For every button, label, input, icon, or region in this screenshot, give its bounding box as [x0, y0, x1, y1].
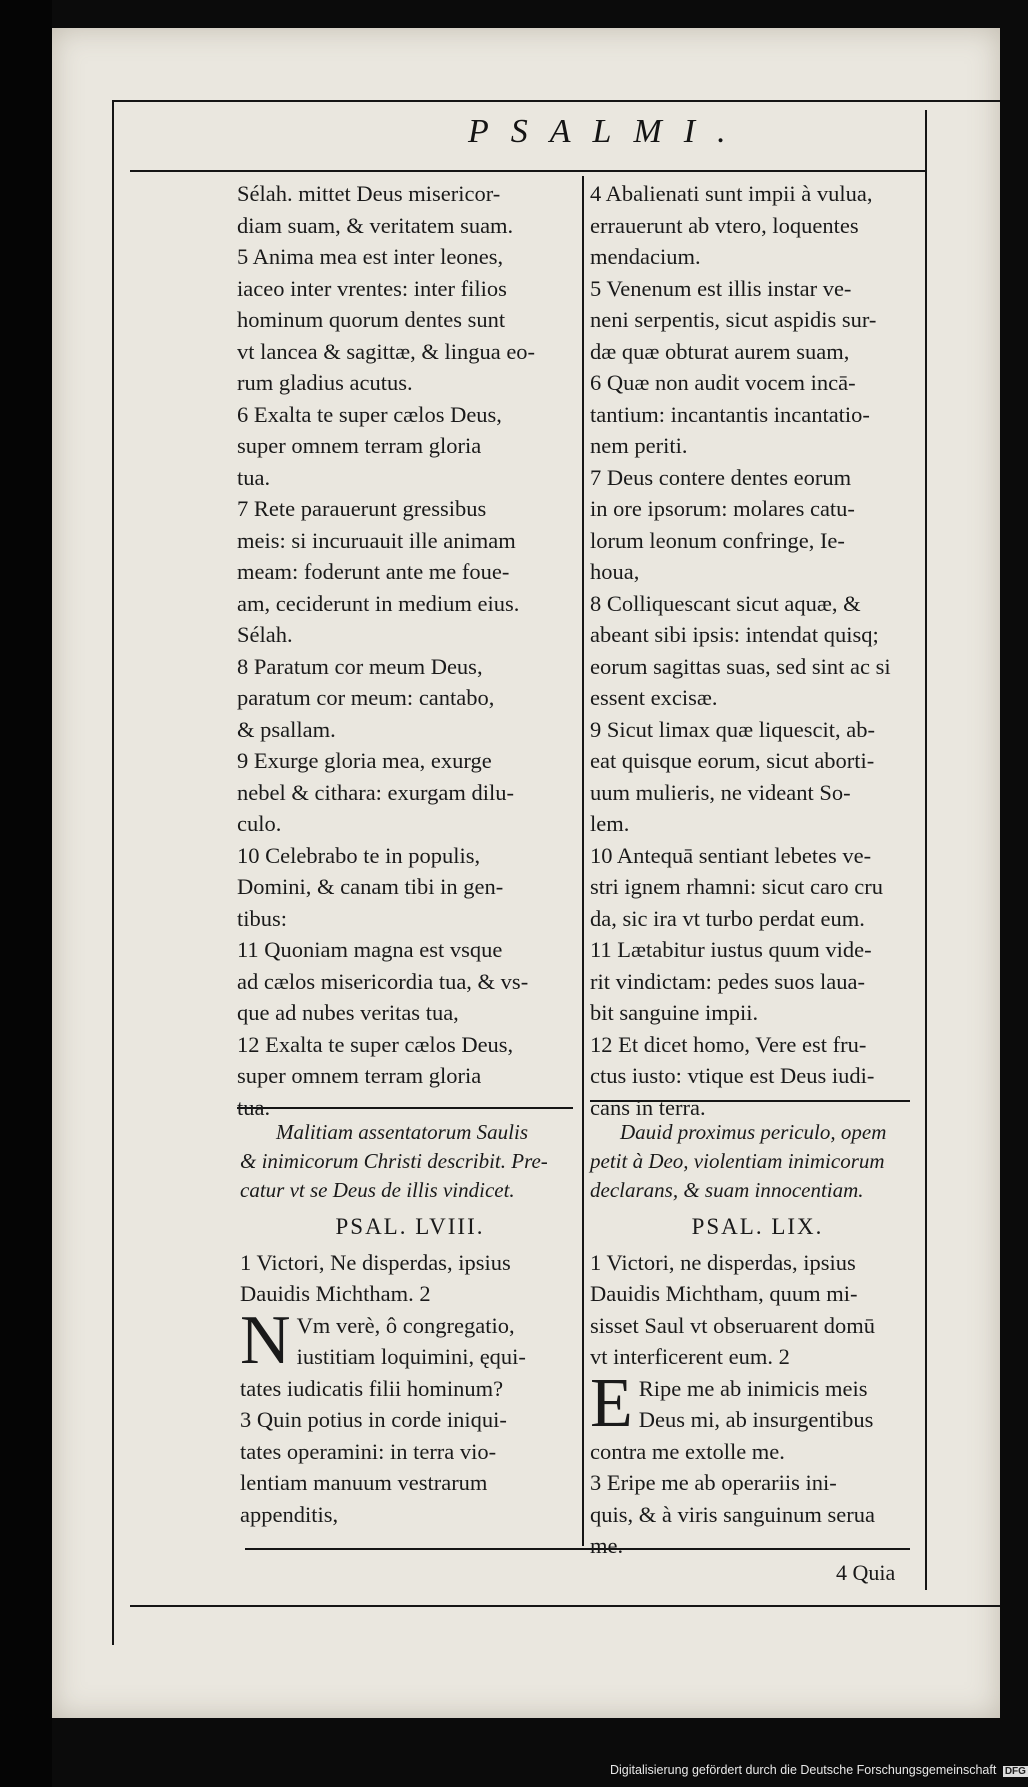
drop-capital: E — [590, 1364, 633, 1442]
text-line: dæ quæ obturat aurem suam, — [590, 338, 850, 364]
text-line: 6 Exalta te super cælos Deus, — [237, 401, 502, 427]
text-line: ad cælos misericordia tua, & vs- — [237, 968, 529, 994]
text-line: eorum sagittas suas, sed sint ac si — [590, 653, 891, 679]
drop-capital: N — [240, 1301, 291, 1379]
text-line: cans in terra. — [590, 1094, 706, 1120]
text-line: Sélah. — [237, 622, 293, 647]
text-line: da, sic ira vt turbo perdat eum. — [590, 905, 865, 931]
text-line: Dauidis Michtham. 2 — [240, 1281, 431, 1306]
left-frame-rule — [112, 100, 114, 1645]
text-line: neni serpentis, sicut aspidis sur- — [590, 307, 877, 332]
text-line: tates operamini: in terra vio- — [240, 1438, 497, 1464]
dropcap-block — [590, 1364, 925, 1468]
text-line: 1 Victori, Ne disperdas, ipsius — [240, 1249, 511, 1275]
text-line: appenditis, — [240, 1501, 339, 1527]
text-line: Vm verè, ô congregatio, — [296, 1312, 515, 1338]
column-divider — [582, 176, 584, 1546]
text-line: super omnem terram gloria — [237, 433, 482, 458]
header-rule — [130, 170, 925, 172]
text-line: vt lancea & sagittæ, & lingua eo- — [237, 338, 536, 364]
psalm-title: PSAL. LVIII. — [335, 1214, 485, 1239]
argument-line: Malitiam assentatorum Saulis — [276, 1120, 529, 1144]
text-line: Ripe me ab inimicis meis — [638, 1375, 868, 1401]
text-line: 12 Et dicet homo, Vere est fru- — [590, 1031, 867, 1057]
text-line: nem periti. — [590, 433, 688, 458]
text-line: lentiam manuum vestrarum — [240, 1470, 488, 1495]
text-line: contra me extolle me. — [590, 1438, 785, 1464]
right-column-text — [590, 178, 925, 1123]
argument-line: petit à Deo, violentiam inimicorum — [590, 1149, 885, 1173]
text-line: lorum leonum confringe, Ie- — [590, 527, 845, 553]
running-title: PSALMI. — [468, 113, 748, 150]
text-line: iustitiam loquimini, ęqui- — [296, 1344, 526, 1369]
digitization-footer — [610, 1763, 1028, 1777]
text-line: 7 Deus contere dentes eorum — [590, 464, 852, 490]
text-line: Dauidis Michtham, quum mi- — [590, 1281, 858, 1306]
text-line: 10 Antequā sentiant lebetes ve- — [590, 842, 872, 868]
text-line: 3 Quin potius in corde iniqui- — [240, 1407, 507, 1432]
text-line: quis, & à viris sanguinum serua — [590, 1501, 875, 1527]
text-line: 11 Quoniam magna est vsque — [237, 937, 503, 962]
text-line: 10 Celebrabo te in populis, — [237, 842, 481, 868]
text-line: hominum quorum dentes sunt — [237, 307, 506, 332]
text-line: rit vindictam: pedes suos laua- — [590, 968, 865, 994]
footer-text: Digitalisierung gefördert durch die Deutsche Forschungsgemeinschaft — [610, 1763, 997, 1777]
text-line: eat quisque eorum, sicut aborti- — [590, 748, 875, 773]
text-line: Deus mi, ab insurgentibus — [638, 1407, 874, 1432]
text-line: Sélah. mittet Deus misericor- — [237, 181, 501, 206]
text-line: tibus: — [237, 905, 288, 931]
text-line: bit sanguine impii. — [590, 1000, 759, 1025]
book-spine — [0, 0, 52, 1787]
text-line: tua. — [237, 1094, 271, 1120]
text-line: que ad nubes veritas tua, — [237, 1000, 459, 1025]
text-line: 1 Victori, ne disperdas, ipsius — [590, 1249, 856, 1275]
text-line: 8 Colliquescant sicut aquæ, & — [590, 590, 861, 616]
right-psalm-59 — [590, 1118, 925, 1562]
text-line: me. — [590, 1533, 624, 1558]
text-line: lem. — [590, 811, 630, 836]
text-line: abeant sibi ipsis: intendat quisq; — [590, 622, 879, 647]
text-line: meam: foderunt ante me foue- — [237, 559, 510, 584]
bottom-frame-rule — [130, 1605, 1000, 1607]
text-line: 5 Anima mea est inter leones, — [237, 244, 504, 269]
psalm-argument — [240, 1118, 580, 1205]
text-line: 11 Lætabitur iustus quum vide- — [590, 937, 872, 962]
text-line: 8 Paratum cor meum Deus, — [237, 653, 483, 679]
text-line: vt interficerent eum. 2 — [590, 1344, 790, 1369]
left-column-text — [237, 178, 577, 1123]
text-line: rum gladius acutus. — [237, 370, 413, 395]
text-line: Domini, & canam tibi in gen- — [237, 874, 504, 899]
psalm-argument — [590, 1118, 925, 1205]
argument-line: catur vt se Deus de illis vindicet. — [240, 1178, 515, 1202]
top-frame-rule — [112, 100, 1000, 102]
text-line: uum mulieris, ne videant So- — [590, 779, 851, 805]
text-line: paratum cor meum: cantabo, — [237, 685, 495, 710]
argument-line: & inimicorum Christi describit. Pre- — [240, 1149, 548, 1173]
left-psalm-58 — [240, 1118, 580, 1530]
text-line: 9 Exurge gloria mea, exurge — [237, 748, 492, 773]
text-line: diam suam, & veritatem suam. — [237, 212, 514, 238]
text-line: culo. — [237, 811, 282, 836]
text-line: meis: si incuruauit ille animam — [237, 527, 516, 553]
text-line: 9 Sicut limax quæ liquescit, ab- — [590, 716, 875, 742]
text-line: 4 Abalienati sunt impii à vulua, — [590, 181, 873, 206]
text-line: essent excisæ. — [590, 685, 718, 710]
text-line: iaceo inter vrentes: inter filios — [237, 275, 507, 301]
text-line: houa, — [590, 559, 640, 584]
text-line: tantium: incantantis incantatio- — [590, 401, 870, 427]
dfg-logo-icon: DFG — [1004, 1766, 1026, 1777]
argument-line: declarans, & suam innocentiam. — [590, 1178, 864, 1202]
text-line: stri ignem rhamni: sicut caro cru — [590, 874, 884, 899]
text-line: 12 Exalta te super cælos Deus, — [237, 1031, 514, 1057]
text-line: errauerunt ab vtero, loquentes — [590, 212, 859, 238]
text-line: ctus iusto: vtique est Deus iudi- — [590, 1063, 875, 1088]
text-line: 6 Quæ non audit vocem incā- — [590, 370, 856, 395]
argument-line: Dauid proximus periculo, opem — [620, 1120, 887, 1144]
text-line: tates iudicatis filii hominum? — [240, 1375, 504, 1401]
text-line: nebel & cithara: exurgam dilu- — [237, 779, 514, 805]
text-line: sisset Saul vt obseruarent domū — [590, 1312, 875, 1338]
right-frame-rule — [925, 110, 927, 1590]
text-line: am, ceciderunt in medium eius. — [237, 590, 520, 616]
text-line: 3 Eripe me ab operariis ini- — [590, 1470, 837, 1495]
text-line: 5 Venenum est illis instar ve- — [590, 275, 852, 301]
text-line: 7 Rete parauerunt gressibus — [237, 496, 487, 521]
psalm-title: PSAL. LIX. — [691, 1214, 824, 1239]
text-line: tua. — [237, 464, 271, 490]
text-line: & psallam. — [237, 716, 336, 742]
dropcap-block — [240, 1301, 580, 1405]
text-line: mendacium. — [590, 244, 701, 269]
catchword: 4 Quia — [836, 1560, 896, 1585]
text-line: super omnem terram gloria — [237, 1063, 482, 1088]
text-line: in ore ipsorum: molares catu- — [590, 496, 855, 521]
